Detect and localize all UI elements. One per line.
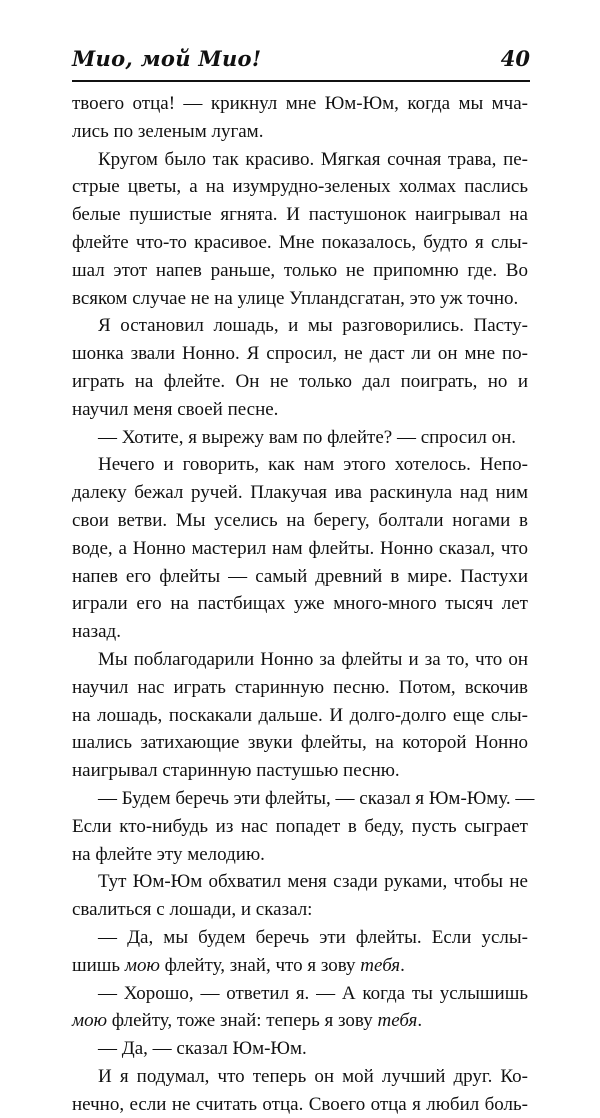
text-segment: на лошадь, поскакали дальше. И долго-долго еще слы-	[72, 704, 528, 726]
text-segment: всяком случае не на улице Упландсгатан, это уж точно.	[72, 287, 519, 309]
text-line	[72, 118, 528, 146]
text-segment: нечно, если не считать отца. Своего отца я любил боль-	[72, 1093, 528, 1115]
text-line	[72, 813, 528, 841]
text-segment: — Да, мы будем беречь эти флейты. Если услы-	[98, 926, 528, 948]
text-segment: шишь	[72, 954, 125, 976]
text-line	[72, 618, 528, 646]
text-segment: свои ветви. Мы уселись на берегу, болтали ногами в	[72, 509, 528, 531]
emphasis-text: мою	[72, 1010, 108, 1032]
text-line	[72, 312, 528, 340]
text-segment: научил нас играть старинную песню. Потом, вскочив	[72, 676, 528, 698]
text-line	[72, 674, 528, 702]
text-line	[72, 980, 528, 1008]
header-rule	[72, 80, 530, 82]
text-line	[72, 841, 528, 869]
book-title: Мио, мой Мио!	[72, 46, 262, 71]
text-segment: свалиться с лошади, и сказал:	[72, 899, 313, 921]
text-line	[72, 952, 528, 980]
text-line	[72, 563, 528, 591]
text-segment: твоего отца! — крикнул мне Юм-Юм, когда мы мча-	[72, 93, 528, 114]
text-segment: И я подумал, что теперь он мой лучший друг. Ко-	[98, 1065, 528, 1087]
text-segment: .	[400, 954, 405, 976]
text-line	[72, 507, 528, 535]
text-line	[72, 646, 528, 674]
text-line	[72, 368, 528, 396]
text-segment: — Да, — сказал Юм-Юм.	[98, 1038, 307, 1060]
text-line	[72, 396, 528, 424]
text-line	[72, 1007, 528, 1035]
text-line	[72, 896, 528, 924]
text-segment: воде, а Нонно мастерил нам флейты. Нонно сказал, что	[72, 537, 528, 559]
text-segment: наигрывал старинную пастушью песню.	[72, 760, 400, 782]
text-segment: .	[417, 1010, 423, 1032]
text-line	[72, 1063, 528, 1091]
text-segment: научил меня своей песне.	[72, 398, 279, 420]
text-segment: — Хорошо, — ответил я. — А когда ты услышишь	[98, 982, 528, 1004]
text-segment: назад.	[72, 621, 121, 643]
text-segment: Тут Юм-Юм обхватил меня сзади руками, чтобы не	[98, 871, 528, 893]
emphasis-text: мою	[124, 954, 160, 976]
text-segment: шались затихающие звуки флейты, на которой Нонно	[72, 732, 528, 754]
text-segment: Если кто-нибудь из нас попадет в беду, пусть сыграет	[72, 815, 528, 837]
text-line	[72, 479, 528, 507]
text-line	[72, 1035, 528, 1063]
text-segment: шонка звали Нонно. Я спросил, не даст ли он мне по-	[72, 343, 528, 365]
text-segment: Мы поблагодарили Нонно за флейты и за то, что он	[98, 648, 528, 670]
body-text	[72, 90, 535, 1118]
text-line	[72, 340, 528, 368]
page-number: 40	[500, 46, 530, 71]
text-segment: далеку бежал ручей. Плакучая ива раскинула над ним	[72, 482, 528, 504]
text-line	[72, 173, 528, 201]
text-line	[72, 424, 528, 452]
text-line	[72, 757, 528, 785]
running-head	[72, 46, 530, 78]
text-segment: шал этот напев раньше, только не припомню где. Во	[72, 259, 528, 281]
text-line	[72, 924, 528, 952]
text-segment: играть на флейте. Он не только дал поиграть, но и	[72, 370, 528, 392]
text-line	[72, 285, 528, 313]
text-segment: Нечего и говорить, как нам этого хотелось. Непо-	[98, 454, 528, 476]
text-segment: Кругом было так красиво. Мягкая сочная трава, пе-	[98, 148, 528, 170]
text-segment: лись по зеленым лугам.	[72, 120, 264, 142]
text-line	[72, 702, 528, 730]
text-line	[72, 90, 528, 118]
emphasis-text: тебя	[377, 1010, 418, 1032]
text-line	[72, 257, 528, 285]
text-segment: напев его флейты — самый древний в мире. Пастухи	[72, 565, 528, 587]
text-segment: флейту, тоже знай: теперь я зову	[107, 1010, 378, 1032]
text-segment: — Хотите, я вырежу вам по флейте? — спросил он.	[98, 426, 517, 448]
text-segment: стрые цветы, а на изумрудно-зеленых холмах паслись	[72, 176, 528, 198]
text-line	[72, 785, 535, 813]
emphasis-text: тебя	[360, 954, 401, 976]
text-line	[72, 451, 528, 479]
text-segment: флейту, знай, что я зову	[159, 954, 361, 976]
text-line	[72, 535, 528, 563]
text-segment: флейте что-то красивое. Мне показалось, будто я слы-	[72, 231, 528, 253]
text-line	[72, 729, 528, 757]
text-segment: Я остановил лошадь, и мы разговорились. Пасту-	[98, 315, 528, 337]
text-line	[72, 868, 528, 896]
text-line	[72, 590, 528, 618]
text-segment: играли его на пастбищах уже много-много тысяч лет	[72, 593, 528, 615]
text-line	[72, 229, 528, 257]
text-line	[72, 146, 528, 174]
text-segment: — Будем беречь эти флейты, — сказал я Юм-Юму. —	[98, 787, 535, 809]
text-segment: белые пушистые ягнята. И пастушонок наигрывал на	[72, 204, 528, 226]
text-line	[72, 201, 528, 229]
text-line	[72, 1091, 528, 1118]
text-segment: на флейте эту мелодию.	[72, 843, 265, 865]
